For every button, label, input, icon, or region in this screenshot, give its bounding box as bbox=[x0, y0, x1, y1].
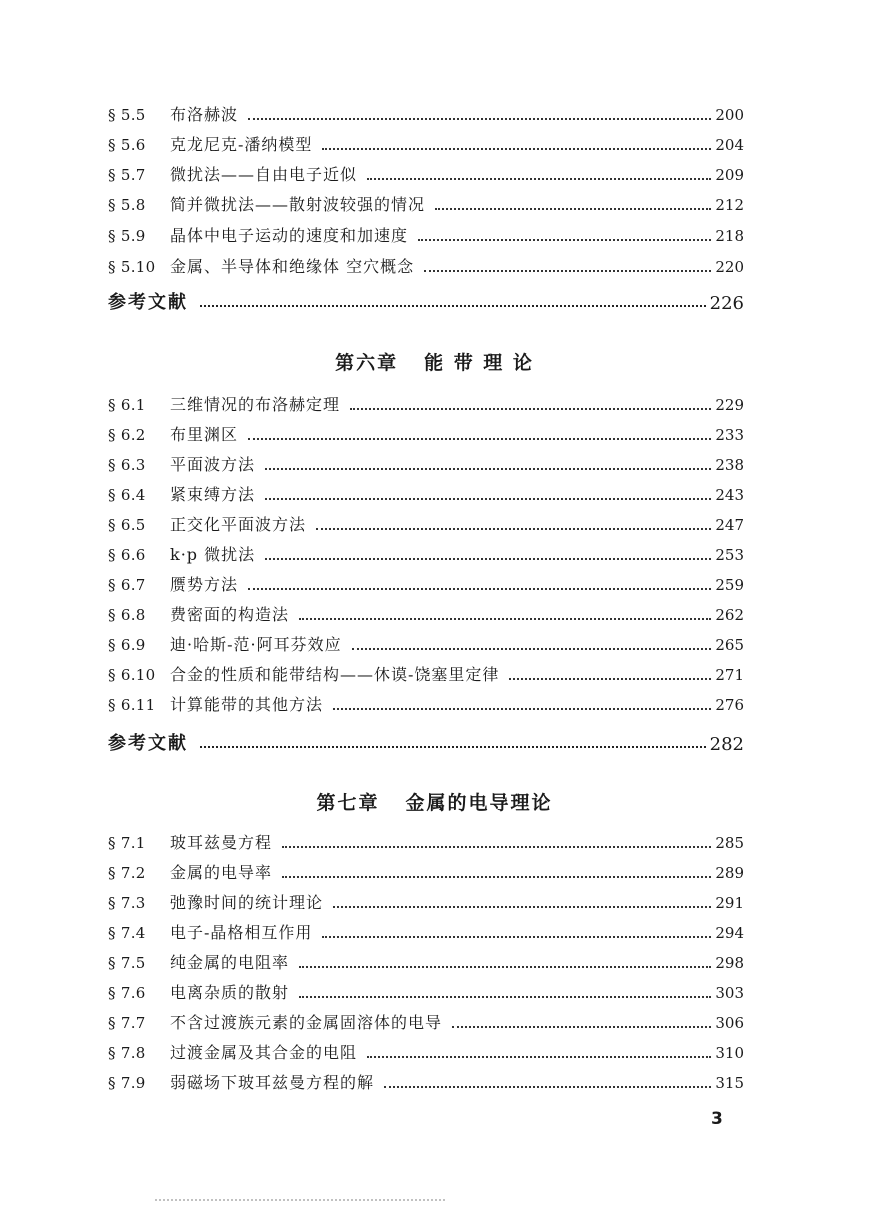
page-number: 285 bbox=[715, 834, 744, 852]
dot-leader bbox=[316, 527, 711, 530]
section-number: § 5.10 bbox=[108, 258, 156, 276]
section-number: § 7.2 bbox=[108, 864, 146, 882]
dot-leader bbox=[248, 437, 711, 440]
page-number: 247 bbox=[715, 516, 744, 534]
toc-entry bbox=[108, 690, 744, 716]
chapter-title: 能 带 理 论 bbox=[424, 352, 534, 374]
dot-leader bbox=[424, 269, 711, 272]
toc-entry bbox=[108, 390, 744, 416]
toc-entry bbox=[108, 600, 744, 626]
dot-leader bbox=[333, 905, 711, 908]
page-number: 226 bbox=[709, 293, 744, 314]
page-number: 233 bbox=[715, 426, 744, 444]
toc-entry bbox=[108, 660, 744, 686]
page-number: 238 bbox=[715, 456, 744, 474]
section-title: 赝势方法 bbox=[170, 575, 239, 594]
references-label: 参考文献 bbox=[108, 292, 188, 313]
toc-entry bbox=[108, 450, 744, 476]
scan-artifact bbox=[155, 1196, 445, 1201]
dot-leader bbox=[322, 147, 711, 150]
section-number: § 5.5 bbox=[108, 106, 146, 124]
dot-leader bbox=[299, 965, 711, 968]
page-number: 315 bbox=[715, 1074, 744, 1092]
dot-leader bbox=[367, 177, 711, 180]
page-number: 298 bbox=[715, 954, 744, 972]
toc-entry bbox=[108, 480, 744, 506]
section-title: 不含过渡族元素的金属固溶体的电导 bbox=[170, 1013, 443, 1032]
section-title: 布里渊区 bbox=[170, 425, 239, 444]
page-number: 310 bbox=[715, 1044, 744, 1062]
dot-leader bbox=[299, 617, 711, 620]
toc-entry bbox=[108, 570, 744, 596]
section-title: 弱磁场下玻耳兹曼方程的解 bbox=[170, 1073, 375, 1092]
section-title: 正交化平面波方法 bbox=[170, 515, 307, 534]
toc-entry bbox=[108, 510, 744, 536]
page-number: 271 bbox=[715, 666, 744, 684]
page-number: 262 bbox=[715, 606, 744, 624]
chapter-heading bbox=[0, 348, 869, 375]
page-number: 289 bbox=[715, 864, 744, 882]
dot-leader bbox=[299, 995, 711, 998]
section-number: § 6.1 bbox=[108, 396, 146, 414]
dot-leader bbox=[248, 587, 711, 590]
toc-entry bbox=[108, 420, 744, 446]
toc-entry bbox=[108, 540, 744, 566]
section-number: § 7.8 bbox=[108, 1044, 146, 1062]
dot-leader bbox=[384, 1085, 711, 1088]
page-number: 220 bbox=[715, 258, 744, 276]
toc-entry bbox=[108, 1008, 744, 1034]
page-number: 265 bbox=[715, 636, 744, 654]
dot-leader bbox=[200, 304, 706, 307]
section-number: § 7.1 bbox=[108, 834, 146, 852]
section-number: § 5.8 bbox=[108, 196, 146, 214]
page-number: 303 bbox=[715, 984, 744, 1002]
section-title: 晶体中电子运动的速度和加速度 bbox=[170, 226, 409, 245]
references-entry bbox=[108, 727, 744, 755]
page-number: 253 bbox=[715, 546, 744, 564]
chapter-heading bbox=[0, 788, 869, 815]
section-title: 金属、半导体和绝缘体 空穴概念 bbox=[170, 257, 415, 276]
chapter-number: 第六章 bbox=[335, 352, 399, 374]
dot-leader bbox=[509, 677, 711, 680]
toc-entry bbox=[108, 221, 744, 247]
section-title: 电离杂质的散射 bbox=[170, 983, 290, 1002]
section-title: 合金的性质和能带结构——休谟-饶塞里定律 bbox=[170, 665, 500, 684]
dot-leader bbox=[248, 117, 711, 120]
page-number: 209 bbox=[715, 166, 744, 184]
section-number: § 6.7 bbox=[108, 576, 146, 594]
section-number: § 6.2 bbox=[108, 426, 146, 444]
toc-entry bbox=[108, 1068, 744, 1094]
dot-leader bbox=[367, 1055, 711, 1058]
toc-entry bbox=[108, 918, 744, 944]
dot-leader bbox=[265, 467, 711, 470]
page-number: 243 bbox=[715, 486, 744, 504]
page-number: 212 bbox=[715, 196, 744, 214]
section-number: § 5.6 bbox=[108, 136, 146, 154]
dot-leader bbox=[435, 207, 711, 210]
section-title: 计算能带的其他方法 bbox=[170, 695, 324, 714]
section-number: § 7.5 bbox=[108, 954, 146, 972]
toc-entry bbox=[108, 978, 744, 1004]
section-number: § 6.6 bbox=[108, 546, 146, 564]
section-title: 平面波方法 bbox=[170, 455, 256, 474]
page-number: 291 bbox=[715, 894, 744, 912]
toc-entry bbox=[108, 630, 744, 656]
references-entry bbox=[108, 286, 744, 314]
page-number: 204 bbox=[715, 136, 744, 154]
page-folio: 3 bbox=[711, 1109, 723, 1129]
section-title: 纯金属的电阻率 bbox=[170, 953, 290, 972]
page-number: 306 bbox=[715, 1014, 744, 1032]
chapter-number: 第七章 bbox=[316, 792, 380, 814]
toc-entry bbox=[108, 1038, 744, 1064]
section-number: § 7.3 bbox=[108, 894, 146, 912]
section-title: 电子-晶格相互作用 bbox=[170, 923, 313, 942]
page-number: 229 bbox=[715, 396, 744, 414]
section-number: § 5.9 bbox=[108, 227, 146, 245]
chapter-title: 金属的电导理论 bbox=[405, 792, 553, 814]
section-title: 克龙尼克-潘纳模型 bbox=[170, 135, 313, 154]
section-number: § 6.11 bbox=[108, 696, 156, 714]
dot-leader bbox=[282, 875, 711, 878]
page-number: 200 bbox=[715, 106, 744, 124]
section-number: § 7.6 bbox=[108, 984, 146, 1002]
dot-leader bbox=[265, 557, 711, 560]
section-number: § 6.10 bbox=[108, 666, 156, 684]
section-title: 玻耳兹曼方程 bbox=[170, 833, 273, 852]
section-title: 三维情况的布洛赫定理 bbox=[170, 395, 341, 414]
section-number: § 6.5 bbox=[108, 516, 146, 534]
page-number: 218 bbox=[715, 227, 744, 245]
section-number: § 6.4 bbox=[108, 486, 146, 504]
section-title: 金属的电导率 bbox=[170, 863, 273, 882]
dot-leader bbox=[282, 845, 711, 848]
section-number: § 7.4 bbox=[108, 924, 146, 942]
section-title: 弛豫时间的统计理论 bbox=[170, 893, 324, 912]
page-number: 282 bbox=[709, 734, 744, 755]
section-number: § 6.3 bbox=[108, 456, 146, 474]
toc-entry bbox=[108, 190, 744, 216]
section-number: § 7.9 bbox=[108, 1074, 146, 1092]
toc-entry bbox=[108, 130, 744, 156]
dot-leader bbox=[418, 238, 711, 241]
toc-entry bbox=[108, 160, 744, 186]
toc-entry bbox=[108, 100, 744, 126]
section-number: § 7.7 bbox=[108, 1014, 146, 1032]
dot-leader bbox=[322, 935, 711, 938]
page-number: 259 bbox=[715, 576, 744, 594]
toc-entry bbox=[108, 888, 744, 914]
dot-leader bbox=[350, 407, 711, 410]
section-title: 过渡金属及其合金的电阻 bbox=[170, 1043, 358, 1062]
dot-leader bbox=[265, 497, 711, 500]
dot-leader bbox=[352, 647, 712, 650]
section-title: 简并微扰法——散射波较强的情况 bbox=[170, 195, 426, 214]
toc-entry bbox=[108, 948, 744, 974]
section-number: § 6.9 bbox=[108, 636, 146, 654]
toc-entry bbox=[108, 252, 744, 278]
dot-leader bbox=[452, 1025, 711, 1028]
section-number: § 6.8 bbox=[108, 606, 146, 624]
dot-leader bbox=[333, 707, 711, 710]
toc-entry bbox=[108, 828, 744, 854]
toc-entry bbox=[108, 858, 744, 884]
section-title: 迪·哈斯-范·阿耳芬效应 bbox=[170, 635, 342, 654]
page-number: 276 bbox=[715, 696, 744, 714]
dot-leader bbox=[200, 745, 706, 748]
section-title: k·p 微扰法 bbox=[170, 545, 256, 564]
page-number: 294 bbox=[715, 924, 744, 942]
section-title: 布洛赫波 bbox=[170, 105, 239, 124]
section-number: § 5.7 bbox=[108, 166, 146, 184]
section-title: 微扰法——自由电子近似 bbox=[170, 165, 358, 184]
section-title: 费密面的构造法 bbox=[170, 605, 290, 624]
references-label: 参考文献 bbox=[108, 733, 188, 754]
section-title: 紧束缚方法 bbox=[170, 485, 256, 504]
